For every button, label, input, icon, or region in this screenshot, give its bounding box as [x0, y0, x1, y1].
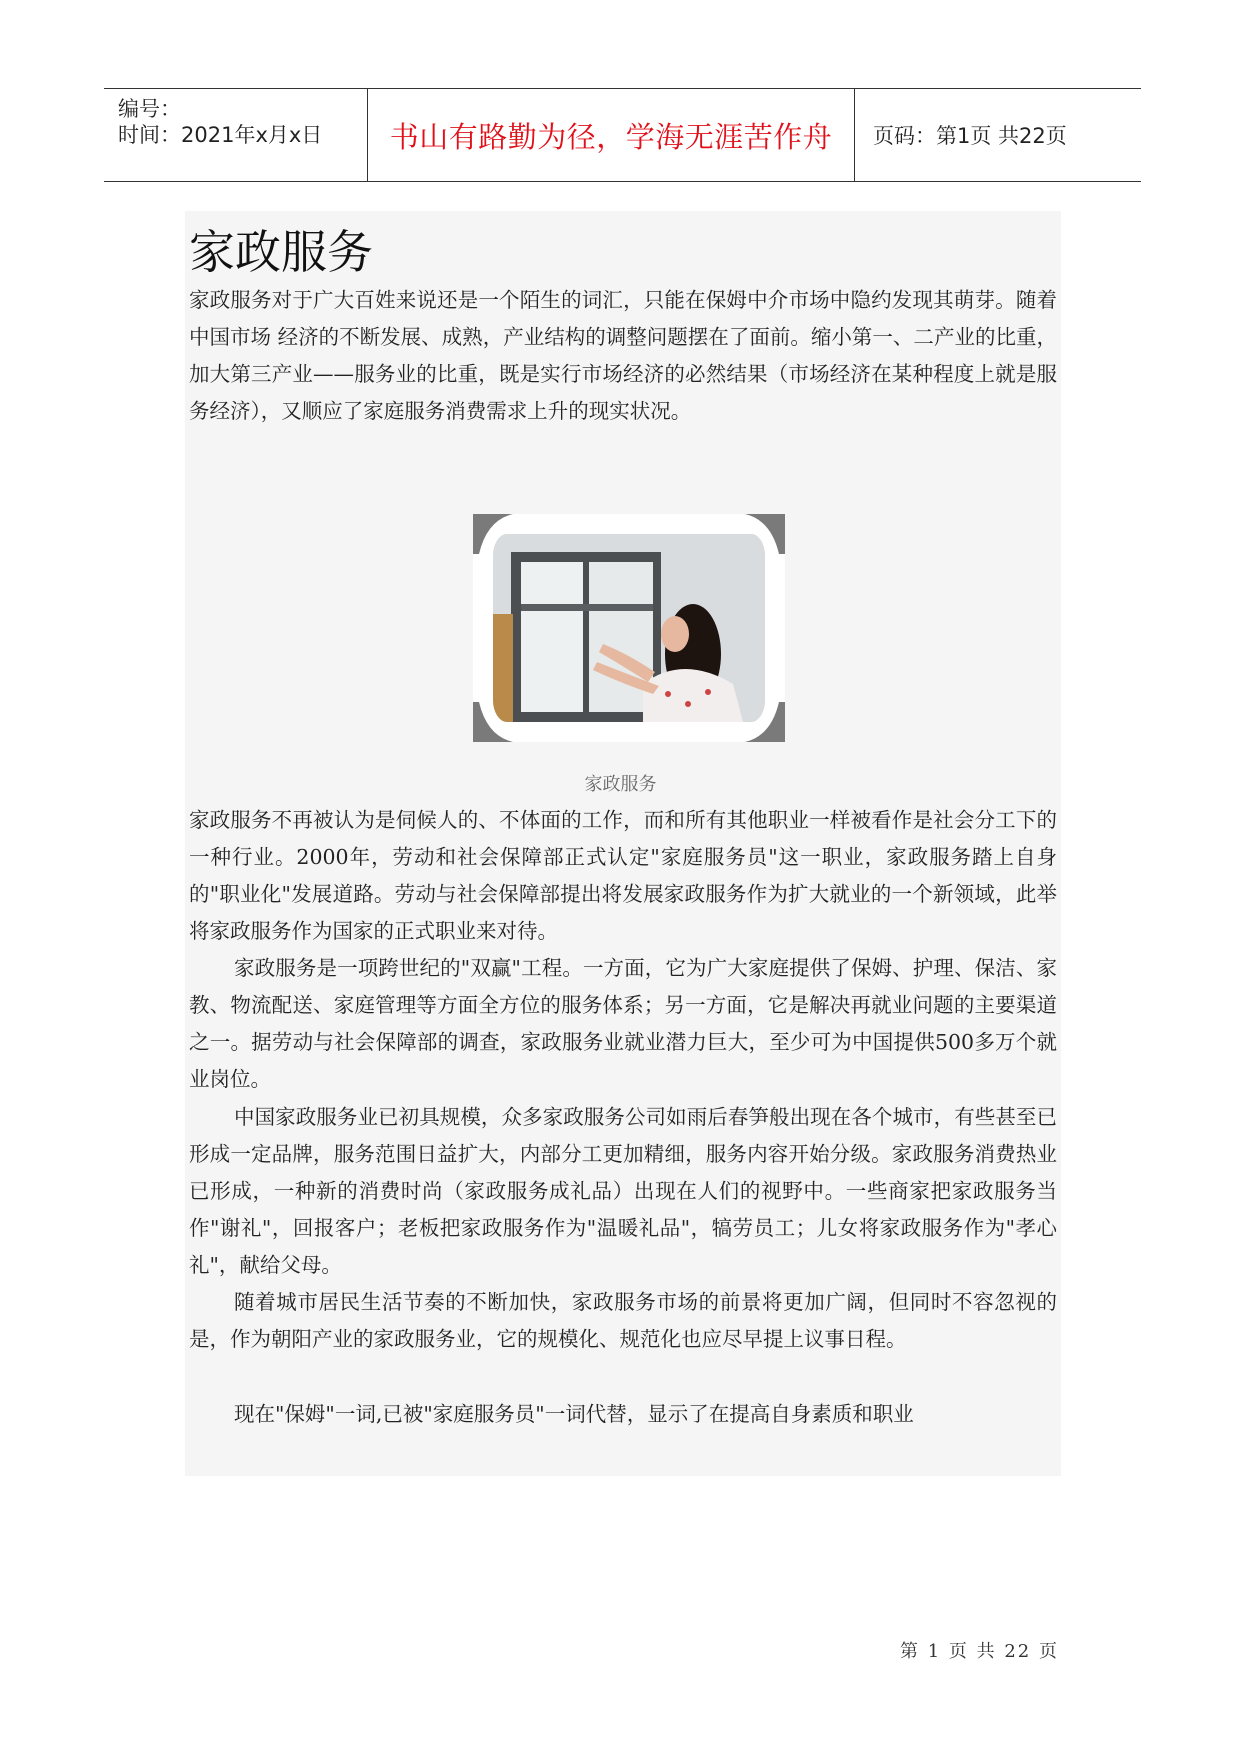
page-number-footer: 第 1 页 共 22 页 — [900, 1641, 1059, 1662]
housekeeping-photo — [493, 534, 765, 722]
header-page-info: 页码：第1页 共22页 — [873, 124, 1067, 148]
number-label: 编号： — [118, 97, 181, 121]
paragraph-body: 家政服务是一项跨世纪的"双赢"工程。一方面，它为广大家庭提供了保姆、护理、保洁、家教、物流配送、家庭管理等方面全方位的服务体系；另一方面，它是解决再就业问题的主要渠道之一。据劳动与社会保障部的调查，家政服务业就业潜力巨大，至少可为中国提供500多万个就业岗位。 — [189, 956, 1057, 1091]
frame-corner-icon — [473, 702, 513, 742]
paragraph-body: 家政服务不再被认为是伺候人的、不体面的工作，而和所有其他职业一样被看作是社会分工下的一种行业。2000年，劳动和社会保障部正式认定"家庭服务员"这一职业，家政服务踏上自身的"职业化"发展道路。劳动与社会保障部提出将发展家政服务作为扩大就业的一个新领域，此举将家政服务作为国家的正式职业来对待。 — [189, 808, 1057, 943]
frame-corner-icon — [745, 702, 785, 742]
figure-photo-frame — [473, 514, 785, 742]
article-title: 家政服务 — [189, 225, 373, 279]
document-header — [104, 88, 1141, 182]
header-motto-cell — [368, 89, 855, 181]
frame-corner-icon — [473, 514, 513, 554]
header-page-cell — [855, 89, 1141, 181]
time-label: 时间：2021年x月x日 — [118, 123, 323, 147]
figure-caption: 家政服务 — [584, 774, 657, 795]
paragraph-body: 中国家政服务业已初具规模，众多家政服务公司如雨后春笋般出现在各个城市，有些甚至已形成一定品牌，服务范围日益扩大，内部分工更加精细，服务内容开始分级。家政服务消费热业已形成，一种新的消费时尚（家政服务成礼品）出现在人们的视野中。一些商家把家政服务当作"谢礼"，回报客户；老板把家政服务作为"温暖礼品"，犒劳员工；儿女将家政服务作为"孝心礼"，献给父母。 — [189, 1105, 1057, 1277]
paragraph-intro: 家政服务对于广大百姓来说还是一个陌生的词汇，只能在保姆中介市场中隐约发现其萌芽。随着中国市场 经济的不断发展、成熟，产业结构的调整问题摆在了面前。缩小第一、二产业的比重，加大第三产业——服务业的比重，既是实行市场经济的必然结果（市场经济在某种程度上就是服务经济），又顺应了家庭服务消费需求上升的现实状况。 — [189, 288, 1057, 423]
frame-corner-icon — [745, 514, 785, 554]
paragraph-body: 随着城市居民生活节奏的不断加快，家政服务市场的前景将更加广阔，但同时不容忽视的是，作为朝阳产业的家政服务业，它的规模化、规范化也应尽早提上议事日程。 — [189, 1290, 1057, 1351]
header-meta-cell — [104, 89, 368, 181]
motto-text: 书山有路勤为径，学海无涯苦作舟 — [389, 119, 833, 154]
paragraph-body: 现在"保姆"一词,已被"家庭服务员"一词代替，显示了在提高自身素质和职业 — [234, 1402, 914, 1426]
